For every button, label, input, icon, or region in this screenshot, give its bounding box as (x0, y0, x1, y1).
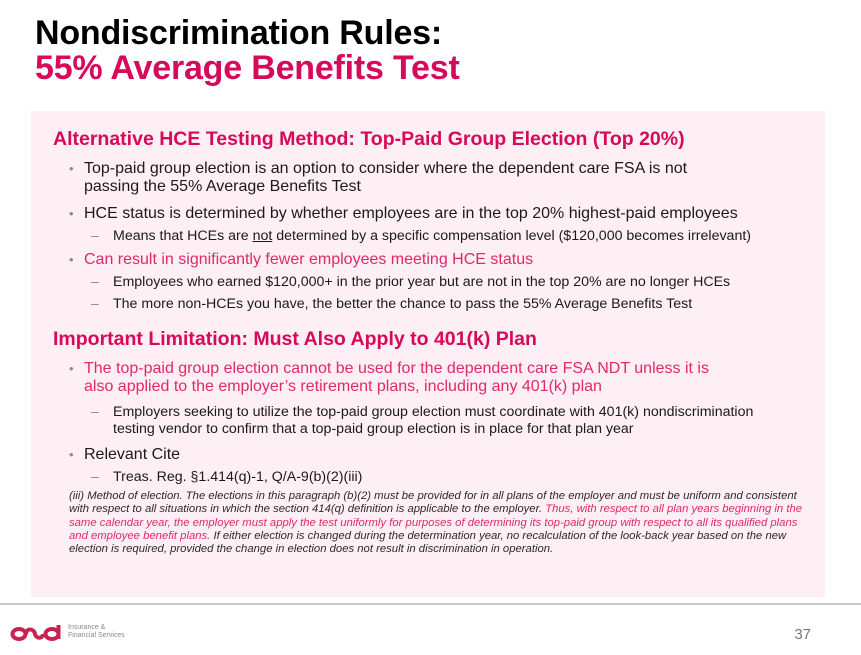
abd-logo-icon (10, 623, 62, 641)
logo-tagline-line: Insurance & (68, 624, 106, 631)
bullet-fewer-employees: • Can result in significantly fewer employees meeting HCE status (84, 251, 533, 269)
company-logo (10, 623, 125, 641)
sub-bullet-treas-reg: – Treas. Reg. §1.414(q)-1, Q/A-9(b)(2)(iii) (113, 469, 362, 486)
section-heading-important-limitation: Important Limitation: Must Also Apply to 401(k) Plan (53, 328, 537, 350)
bullet-line: • The top-paid group election cannot be used for the dependent care FSA NDT unless it is (84, 360, 709, 377)
bullet-hce-status: • HCE status is determined by whether employees are in the top 20% highest-paid employees (84, 205, 738, 223)
bullet-top-paid-option (84, 160, 687, 196)
quote-text: (iii) Method of election. The elections in this paragraph (b)(2) must be provided for in all plans of the employer and must be uniform and consistent with respect to all situations in which the section 414(q) definition is applicable to the employer. (69, 490, 797, 516)
sub-bullet-coordinate-vendor (113, 404, 753, 438)
sub-line: testing vendor to confirm that a top-paid group election is in place for that plan year (113, 421, 634, 437)
regulation-quote (69, 490, 809, 556)
bullet-relevant-cite: • Relevant Cite (84, 446, 180, 464)
page-number: 37 (794, 626, 811, 643)
sub-text: determined by a specific compensation level ($120,000 becomes irrelevant) (272, 228, 752, 244)
slide-title (35, 16, 460, 86)
underlined-word: not (252, 228, 273, 244)
quote-highlight: Thus, with respect to all plan years beginning in the same calendar year, the employer must apply the test uniformly for purposes of determining its top-paid group with respect to all its qualified plans and employee benefit plans. (69, 503, 803, 542)
sub-bullet-no-longer-hces: – Employees who earned $120,000+ in the prior year but are not in the top 20% are no longer HCEs (113, 274, 730, 291)
sub-bullet-not-determined (113, 228, 751, 245)
title-line-1: Nondiscrimination Rules: (35, 14, 443, 52)
sub-line: – Employers seeking to utilize the top-paid group election must coordinate with 401(k) nondiscrimination (113, 404, 754, 420)
quote-text: If either election is changed during the determination year, no recalculation of the look-back year based on the new election is required, provided the change in election does not result in discrimination in operation. (69, 529, 787, 556)
logo-tagline-line: Financial Services (68, 632, 125, 639)
bullet-line: also applied to the employer’s retirement plans, including any 401(k) plan (84, 378, 602, 395)
sub-text: Means that HCEs are (113, 228, 253, 244)
bullet-cannot-be-used (84, 360, 709, 396)
bullet-line: • Top-paid group election is an option to consider where the dependent care FSA is not (84, 160, 688, 177)
sub-bullet-more-non-hces: – The more non-HCEs you have, the better the chance to pass the 55% Average Benefits Test (113, 296, 692, 313)
footer-divider (0, 603, 861, 605)
logo-tagline (68, 624, 125, 640)
bullet-line: passing the 55% Average Benefits Test (84, 178, 361, 195)
section-heading-alternative-method: Alternative HCE Testing Method: Top-Paid Group Election (Top 20%) (53, 128, 685, 150)
title-line-2: 55% Average Benefits Test (35, 49, 460, 87)
